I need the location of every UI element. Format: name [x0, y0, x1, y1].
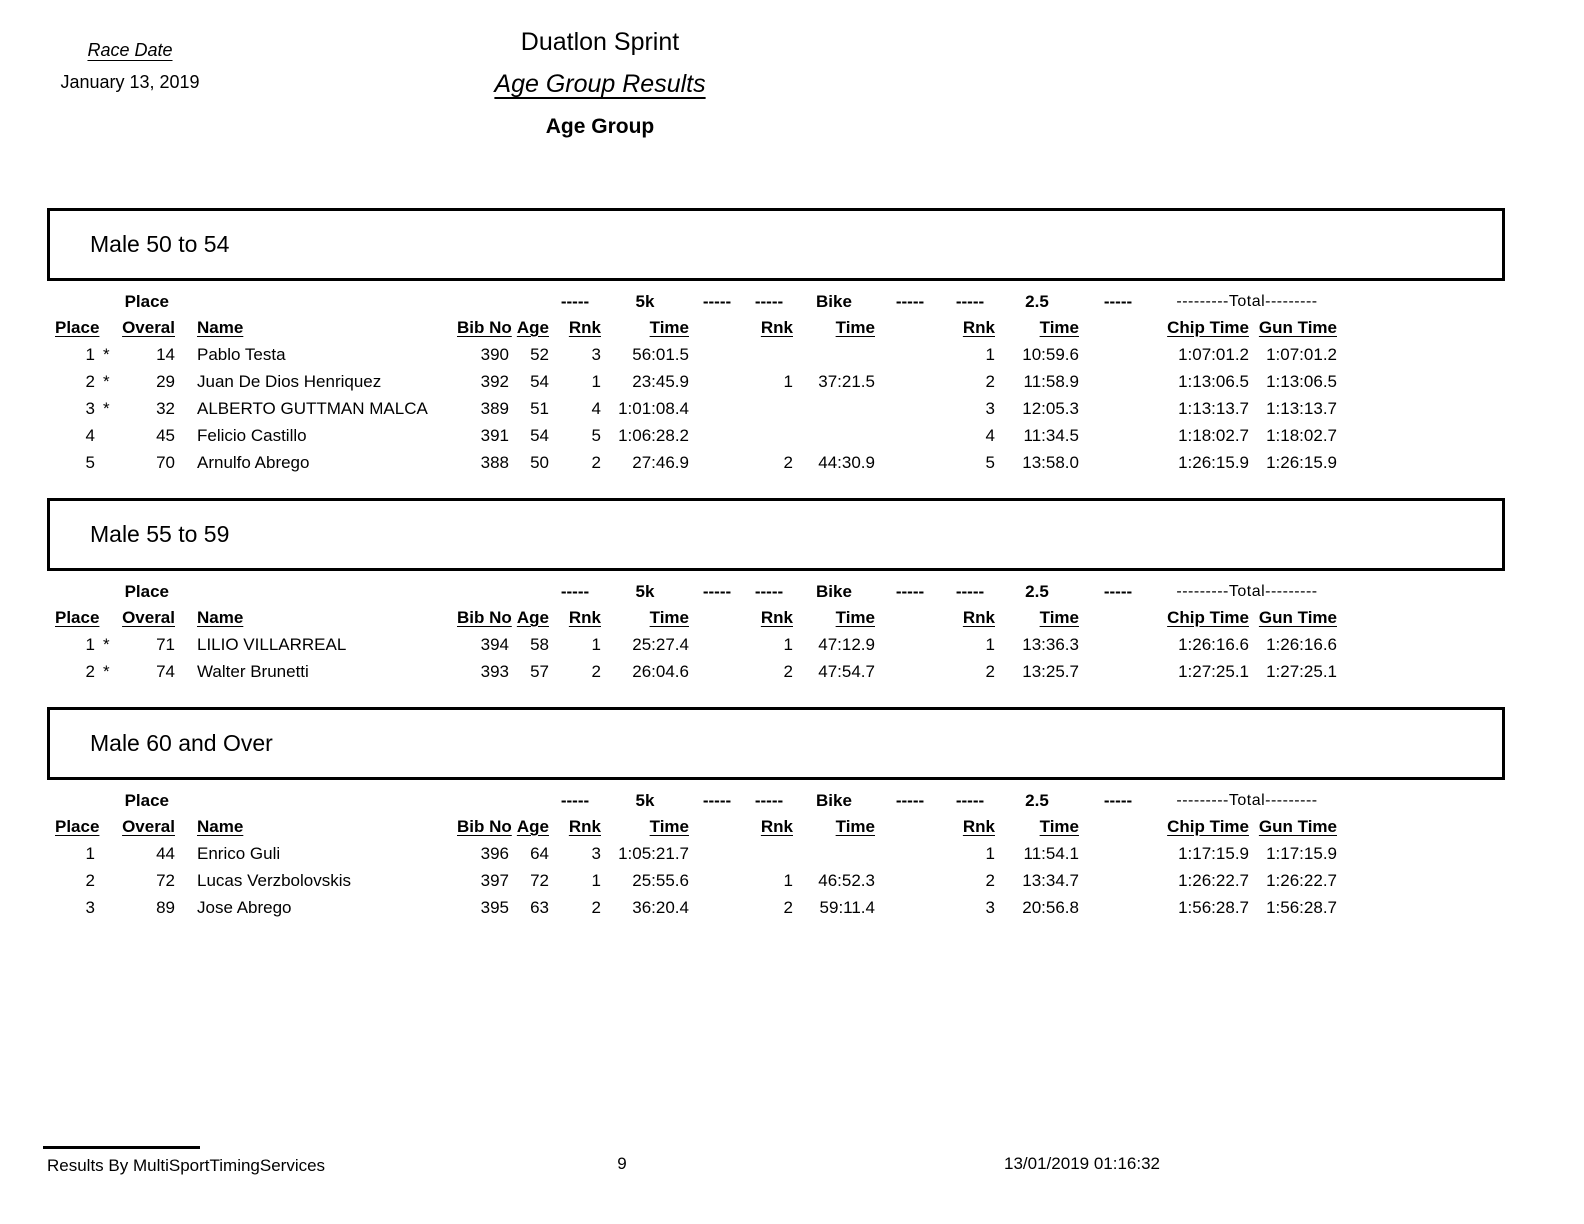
spacer-cell — [1079, 422, 1157, 449]
seg-rank-cell: 2 — [985, 372, 995, 391]
name-cell: Enrico Guli — [197, 844, 281, 863]
col-header-bike-rank: Rnk — [760, 817, 793, 836]
col-header-gun-time: Gun Time — [1258, 318, 1337, 337]
run-rank-cell: 2 — [591, 453, 601, 472]
section-title: Male 50 to 54 — [90, 231, 230, 257]
spacer-cell — [175, 789, 457, 813]
bike-rank-cell: 1 — [783, 372, 793, 391]
star-cell — [95, 894, 117, 921]
dash-label: ----- — [1103, 791, 1133, 810]
seg-group-header: 2.5 — [1025, 791, 1049, 810]
place-group-header: Place — [124, 582, 169, 601]
overall-place-cell: 45 — [156, 426, 175, 445]
bib-cell: 397 — [480, 871, 509, 890]
run-rank-cell: 4 — [591, 399, 601, 418]
bike-time-cell — [793, 341, 875, 368]
bike-time-cell — [793, 395, 875, 422]
age-cell: 54 — [530, 426, 549, 445]
age-cell: 54 — [530, 372, 549, 391]
col-header-place: Place — [55, 817, 100, 836]
bike-group-header: Bike — [816, 292, 852, 311]
dash-label: ----- — [955, 582, 985, 601]
place-group-header: Place — [124, 292, 169, 311]
seg-time-cell: 20:56.8 — [1022, 898, 1079, 917]
chip-time-cell: 1:26:15.9 — [1178, 453, 1249, 472]
col-header-chip-time: Chip Time — [1167, 608, 1249, 627]
spacer-cell — [1079, 314, 1157, 341]
place-cell: 5 — [85, 453, 95, 472]
run-time-cell: 1:05:21.7 — [618, 844, 689, 863]
gun-time-cell: 1:17:15.9 — [1266, 844, 1337, 863]
spacer-cell — [175, 290, 457, 314]
bike-rank-cell: 2 — [783, 662, 793, 681]
section-title: Male 60 and Over — [90, 730, 273, 756]
spacer-cell — [95, 314, 117, 341]
col-header-run-rank: Rnk — [568, 608, 601, 627]
dash-label: ----- — [895, 791, 925, 810]
bib-cell: 391 — [480, 426, 509, 445]
bike-time-cell: 59:11.4 — [819, 898, 875, 917]
seg-rank-cell: 1 — [985, 345, 995, 364]
spacer-cell — [875, 422, 945, 449]
age-cell: 50 — [530, 453, 549, 472]
col-header-seg-time: Time — [1039, 817, 1079, 836]
name-cell: ALBERTO GUTTMAN MALCA — [197, 399, 428, 418]
star-cell: * — [103, 662, 110, 681]
spacer-cell — [875, 314, 945, 341]
bib-cell: 389 — [480, 399, 509, 418]
spacer-cell — [689, 840, 745, 867]
spacer-cell — [1079, 840, 1157, 867]
bike-time-cell: 37:21.5 — [818, 372, 875, 391]
age-cell: 64 — [530, 844, 549, 863]
star-cell — [95, 422, 117, 449]
dash-label: ----- — [1103, 582, 1133, 601]
seg-group-header: 2.5 — [1025, 292, 1049, 311]
bike-time-cell: 47:54.7 — [818, 662, 875, 681]
age-group-section — [0, 208, 1584, 476]
col-header-chip-time: Chip Time — [1167, 318, 1249, 337]
col-header-name: Name — [197, 608, 244, 627]
spacer-cell — [457, 290, 509, 314]
total-group-header: ---------Total--------- — [1176, 792, 1318, 809]
bike-time-cell — [793, 840, 875, 867]
gun-time-cell: 1:18:02.7 — [1266, 426, 1337, 445]
total-group-header: ---------Total--------- — [1176, 583, 1318, 600]
spacer-cell — [875, 449, 945, 476]
col-header-bike-rank: Rnk — [760, 608, 793, 627]
run-rank-cell: 2 — [591, 898, 601, 917]
bike-rank-cell: 2 — [783, 453, 793, 472]
col-header-age: Age — [516, 817, 549, 836]
spacer-cell — [1079, 631, 1157, 658]
spacer-cell — [95, 813, 117, 840]
gun-time-cell: 1:27:25.1 — [1266, 662, 1337, 681]
spacer-cell — [95, 580, 117, 604]
run-time-cell: 27:46.9 — [632, 453, 689, 472]
spacer-cell — [875, 604, 945, 631]
name-cell: Juan De Dios Henriquez — [197, 372, 382, 391]
document-title: Duatlon Sprint — [520, 28, 680, 56]
document-header — [0, 0, 1584, 208]
age-cell: 63 — [530, 898, 549, 917]
chip-time-cell: 1:18:02.7 — [1178, 426, 1249, 445]
seg-rank-cell: 4 — [985, 426, 995, 445]
section-title-box — [47, 498, 1505, 571]
col-header-bib: Bib No — [457, 608, 512, 627]
place-cell: 4 — [85, 426, 95, 445]
col-header-age: Age — [516, 608, 549, 627]
col-header-run-time: Time — [649, 318, 689, 337]
chip-time-cell: 1:27:25.1 — [1178, 662, 1249, 681]
col-header-bib: Bib No — [457, 817, 512, 836]
star-cell — [95, 840, 117, 867]
gun-time-cell: 1:07:01.2 — [1266, 345, 1337, 364]
bike-rank-cell — [745, 840, 793, 867]
bike-time-cell — [793, 422, 875, 449]
col-header-place: Place — [55, 318, 100, 337]
bike-rank-cell: 1 — [783, 635, 793, 654]
page-number: 9 — [617, 1154, 627, 1173]
dash-label: ----- — [754, 582, 784, 601]
spacer-cell — [689, 894, 745, 921]
bib-cell: 390 — [480, 345, 509, 364]
chip-time-cell: 1:26:16.6 — [1178, 635, 1249, 654]
run-group-header: 5k — [635, 292, 655, 311]
spacer-cell — [875, 840, 945, 867]
col-header-gun-time: Gun Time — [1258, 608, 1337, 627]
seg-time-cell: 13:58.0 — [1022, 453, 1079, 472]
dash-label: ----- — [702, 791, 732, 810]
col-header-overall: Overal — [122, 608, 175, 627]
star-cell — [95, 867, 117, 894]
spacer-cell — [689, 422, 745, 449]
place-cell: 3 — [85, 399, 95, 418]
run-time-cell: 36:20.4 — [632, 898, 689, 917]
spacer-cell — [40, 290, 95, 314]
name-cell: Walter Brunetti — [197, 662, 309, 681]
star-cell: * — [103, 635, 110, 654]
col-header-bike-time: Time — [835, 318, 875, 337]
spacer-cell — [689, 314, 745, 341]
overall-place-cell: 44 — [156, 844, 175, 863]
age-cell: 52 — [530, 345, 549, 364]
sections — [0, 208, 1584, 921]
run-time-cell: 26:04.6 — [632, 662, 689, 681]
spacer-cell — [1079, 341, 1157, 368]
name-cell: Lucas Verzbolovskis — [197, 871, 352, 890]
spacer-cell — [689, 449, 745, 476]
spacer-cell — [689, 658, 745, 685]
gun-time-cell: 1:26:16.6 — [1266, 635, 1337, 654]
bike-time-cell: 46:52.3 — [818, 871, 875, 890]
seg-rank-cell: 1 — [985, 635, 995, 654]
bike-rank-cell: 1 — [783, 871, 793, 890]
spacer-cell — [95, 604, 117, 631]
run-time-cell: 25:27.4 — [632, 635, 689, 654]
seg-time-cell: 13:34.7 — [1022, 871, 1079, 890]
dash-label: ----- — [560, 791, 590, 810]
col-header-bike-time: Time — [835, 817, 875, 836]
results-table — [40, 580, 1584, 685]
col-header-overall: Overal — [122, 318, 175, 337]
overall-place-cell: 72 — [156, 871, 175, 890]
place-cell: 3 — [85, 898, 95, 917]
overall-place-cell: 29 — [156, 372, 175, 391]
spacer-cell — [689, 813, 745, 840]
star-cell: * — [103, 345, 110, 364]
seg-rank-cell: 3 — [985, 399, 995, 418]
spacer-cell — [689, 368, 745, 395]
spacer-cell — [875, 658, 945, 685]
chip-time-cell: 1:17:15.9 — [1178, 844, 1249, 863]
spacer-cell — [1079, 395, 1157, 422]
footer-timestamp: 13/01/2019 01:16:32 — [1004, 1154, 1160, 1173]
col-header-seg-rank: Rnk — [962, 608, 995, 627]
section-title-box — [47, 208, 1505, 281]
bib-cell: 396 — [480, 844, 509, 863]
spacer-cell — [875, 894, 945, 921]
results-table — [40, 290, 1584, 476]
spacer-cell — [40, 789, 95, 813]
run-rank-cell: 1 — [591, 871, 601, 890]
col-header-name: Name — [197, 817, 244, 836]
spacer-cell — [689, 341, 745, 368]
seg-rank-cell: 1 — [985, 844, 995, 863]
col-header-place: Place — [55, 608, 100, 627]
spacer-cell — [1079, 658, 1157, 685]
dash-label: ----- — [754, 292, 784, 311]
spacer-cell — [457, 789, 509, 813]
spacer-cell — [875, 631, 945, 658]
seg-time-cell: 12:05.3 — [1022, 399, 1079, 418]
chip-time-cell: 1:13:06.5 — [1178, 372, 1249, 391]
spacer-cell — [875, 395, 945, 422]
col-header-gun-time: Gun Time — [1258, 817, 1337, 836]
chip-time-cell: 1:56:28.7 — [1178, 898, 1249, 917]
bike-rank-cell — [745, 395, 793, 422]
bike-time-cell: 47:12.9 — [818, 635, 875, 654]
spacer-cell — [1079, 813, 1157, 840]
col-header-chip-time: Chip Time — [1167, 817, 1249, 836]
run-time-cell: 1:06:28.2 — [618, 426, 689, 445]
spacer-cell — [875, 813, 945, 840]
age-group-section — [0, 707, 1584, 921]
overall-place-cell: 14 — [156, 345, 175, 364]
race-date-value: January 13, 2019 — [60, 72, 200, 92]
seg-rank-cell: 3 — [985, 898, 995, 917]
spacer-cell — [1079, 604, 1157, 631]
bike-rank-cell — [745, 422, 793, 449]
dash-label: ----- — [895, 582, 925, 601]
section-title-box — [47, 707, 1505, 780]
overall-place-cell: 74 — [156, 662, 175, 681]
dash-label: ----- — [1103, 292, 1133, 311]
section-title: Male 55 to 59 — [90, 521, 230, 547]
dash-label: ----- — [895, 292, 925, 311]
dash-label: ----- — [754, 791, 784, 810]
bike-time-cell: 44:30.9 — [818, 453, 875, 472]
run-group-header: 5k — [635, 791, 655, 810]
spacer-cell — [875, 341, 945, 368]
bib-cell: 393 — [480, 662, 509, 681]
footer-credit: Results By MultiSportTimingServices — [47, 1156, 326, 1175]
document-heading: Age Group — [545, 115, 655, 138]
col-header-age: Age — [516, 318, 549, 337]
seg-time-cell: 11:34.5 — [1023, 426, 1079, 445]
col-header-run-rank: Rnk — [568, 318, 601, 337]
bike-rank-cell — [745, 341, 793, 368]
spacer-cell — [509, 290, 549, 314]
name-cell: LILIO VILLARREAL — [197, 635, 347, 654]
place-cell: 1 — [85, 844, 95, 863]
dash-label: ----- — [702, 292, 732, 311]
age-group-section — [0, 498, 1584, 685]
age-cell: 57 — [530, 662, 549, 681]
dash-label: ----- — [560, 582, 590, 601]
overall-place-cell: 89 — [156, 898, 175, 917]
spacer-cell — [875, 867, 945, 894]
document-subtitle: Age Group Results — [494, 70, 706, 98]
col-header-bike-rank: Rnk — [760, 318, 793, 337]
run-rank-cell: 1 — [591, 372, 601, 391]
seg-group-header: 2.5 — [1025, 582, 1049, 601]
bib-cell: 394 — [480, 635, 509, 654]
gun-time-cell: 1:26:15.9 — [1266, 453, 1337, 472]
run-group-header: 5k — [635, 582, 655, 601]
dash-label: ----- — [560, 292, 590, 311]
seg-time-cell: 11:54.1 — [1023, 844, 1079, 863]
bib-cell: 395 — [480, 898, 509, 917]
col-header-seg-time: Time — [1039, 318, 1079, 337]
gun-time-cell: 1:13:13.7 — [1266, 399, 1337, 418]
run-time-cell: 23:45.9 — [632, 372, 689, 391]
spacer-cell — [175, 580, 457, 604]
seg-time-cell: 13:25.7 — [1022, 662, 1079, 681]
spacer-cell — [1079, 867, 1157, 894]
col-header-run-time: Time — [649, 817, 689, 836]
overall-place-cell: 71 — [156, 635, 175, 654]
col-header-seg-rank: Rnk — [962, 318, 995, 337]
spacer-cell — [95, 789, 117, 813]
run-time-cell: 56:01.5 — [632, 345, 689, 364]
place-cell: 1 — [85, 635, 95, 654]
overall-place-cell: 70 — [156, 453, 175, 472]
age-cell: 72 — [530, 871, 549, 890]
gun-time-cell: 1:26:22.7 — [1266, 871, 1337, 890]
spacer-cell — [1079, 894, 1157, 921]
run-rank-cell: 3 — [591, 345, 601, 364]
col-header-run-time: Time — [649, 608, 689, 627]
results-table — [40, 789, 1584, 921]
spacer-cell — [689, 395, 745, 422]
run-rank-cell: 5 — [591, 426, 601, 445]
name-cell: Arnulfo Abrego — [197, 453, 310, 472]
col-header-seg-time: Time — [1039, 608, 1079, 627]
run-rank-cell: 3 — [591, 844, 601, 863]
chip-time-cell: 1:26:22.7 — [1178, 871, 1249, 890]
spacer-cell — [457, 580, 509, 604]
spacer-cell — [1079, 449, 1157, 476]
spacer-cell — [1079, 368, 1157, 395]
gun-time-cell: 1:13:06.5 — [1266, 372, 1337, 391]
page-footer — [0, 1146, 1584, 1196]
dash-label: ----- — [955, 292, 985, 311]
seg-time-cell: 11:58.9 — [1023, 372, 1079, 391]
col-header-bike-time: Time — [835, 608, 875, 627]
spacer-cell — [689, 604, 745, 631]
star-cell: * — [103, 372, 110, 391]
spacer-cell — [509, 580, 549, 604]
spacer-cell — [509, 789, 549, 813]
star-cell: * — [103, 399, 110, 418]
bike-group-header: Bike — [816, 791, 852, 810]
age-cell: 51 — [530, 399, 549, 418]
seg-time-cell: 13:36.3 — [1022, 635, 1079, 654]
place-cell: 2 — [85, 372, 95, 391]
title-block — [0, 28, 1200, 139]
seg-rank-cell: 2 — [985, 871, 995, 890]
star-cell — [95, 449, 117, 476]
total-group-header: ---------Total--------- — [1176, 293, 1318, 310]
name-cell: Pablo Testa — [197, 345, 286, 364]
gun-time-cell: 1:56:28.7 — [1266, 898, 1337, 917]
spacer-cell — [875, 368, 945, 395]
run-time-cell: 1:01:08.4 — [618, 399, 689, 418]
seg-rank-cell: 5 — [985, 453, 995, 472]
bike-rank-cell: 2 — [783, 898, 793, 917]
spacer-cell — [40, 580, 95, 604]
bib-cell: 392 — [480, 372, 509, 391]
spacer-cell — [689, 867, 745, 894]
seg-rank-cell: 2 — [985, 662, 995, 681]
chip-time-cell: 1:13:13.7 — [1178, 399, 1249, 418]
seg-time-cell: 10:59.6 — [1022, 345, 1079, 364]
place-cell: 2 — [85, 662, 95, 681]
col-header-name: Name — [197, 318, 244, 337]
chip-time-cell: 1:07:01.2 — [1178, 345, 1249, 364]
col-header-run-rank: Rnk — [568, 817, 601, 836]
dash-label: ----- — [955, 791, 985, 810]
name-cell: Felicio Castillo — [197, 426, 307, 445]
col-header-overall: Overal — [122, 817, 175, 836]
overall-place-cell: 32 — [156, 399, 175, 418]
col-header-seg-rank: Rnk — [962, 817, 995, 836]
bib-cell: 388 — [480, 453, 509, 472]
name-cell: Jose Abrego — [197, 898, 292, 917]
race-date-label: Race Date — [87, 40, 173, 60]
col-header-bib: Bib No — [457, 318, 512, 337]
dash-label: ----- — [702, 582, 732, 601]
spacer-cell — [689, 631, 745, 658]
age-cell: 58 — [530, 635, 549, 654]
run-rank-cell: 1 — [591, 635, 601, 654]
run-rank-cell: 2 — [591, 662, 601, 681]
spacer-cell — [95, 290, 117, 314]
place-cell: 2 — [85, 871, 95, 890]
place-group-header: Place — [124, 791, 169, 810]
run-time-cell: 25:55.6 — [632, 871, 689, 890]
place-cell: 1 — [85, 345, 95, 364]
bike-group-header: Bike — [816, 582, 852, 601]
footer-rule — [43, 1146, 200, 1149]
